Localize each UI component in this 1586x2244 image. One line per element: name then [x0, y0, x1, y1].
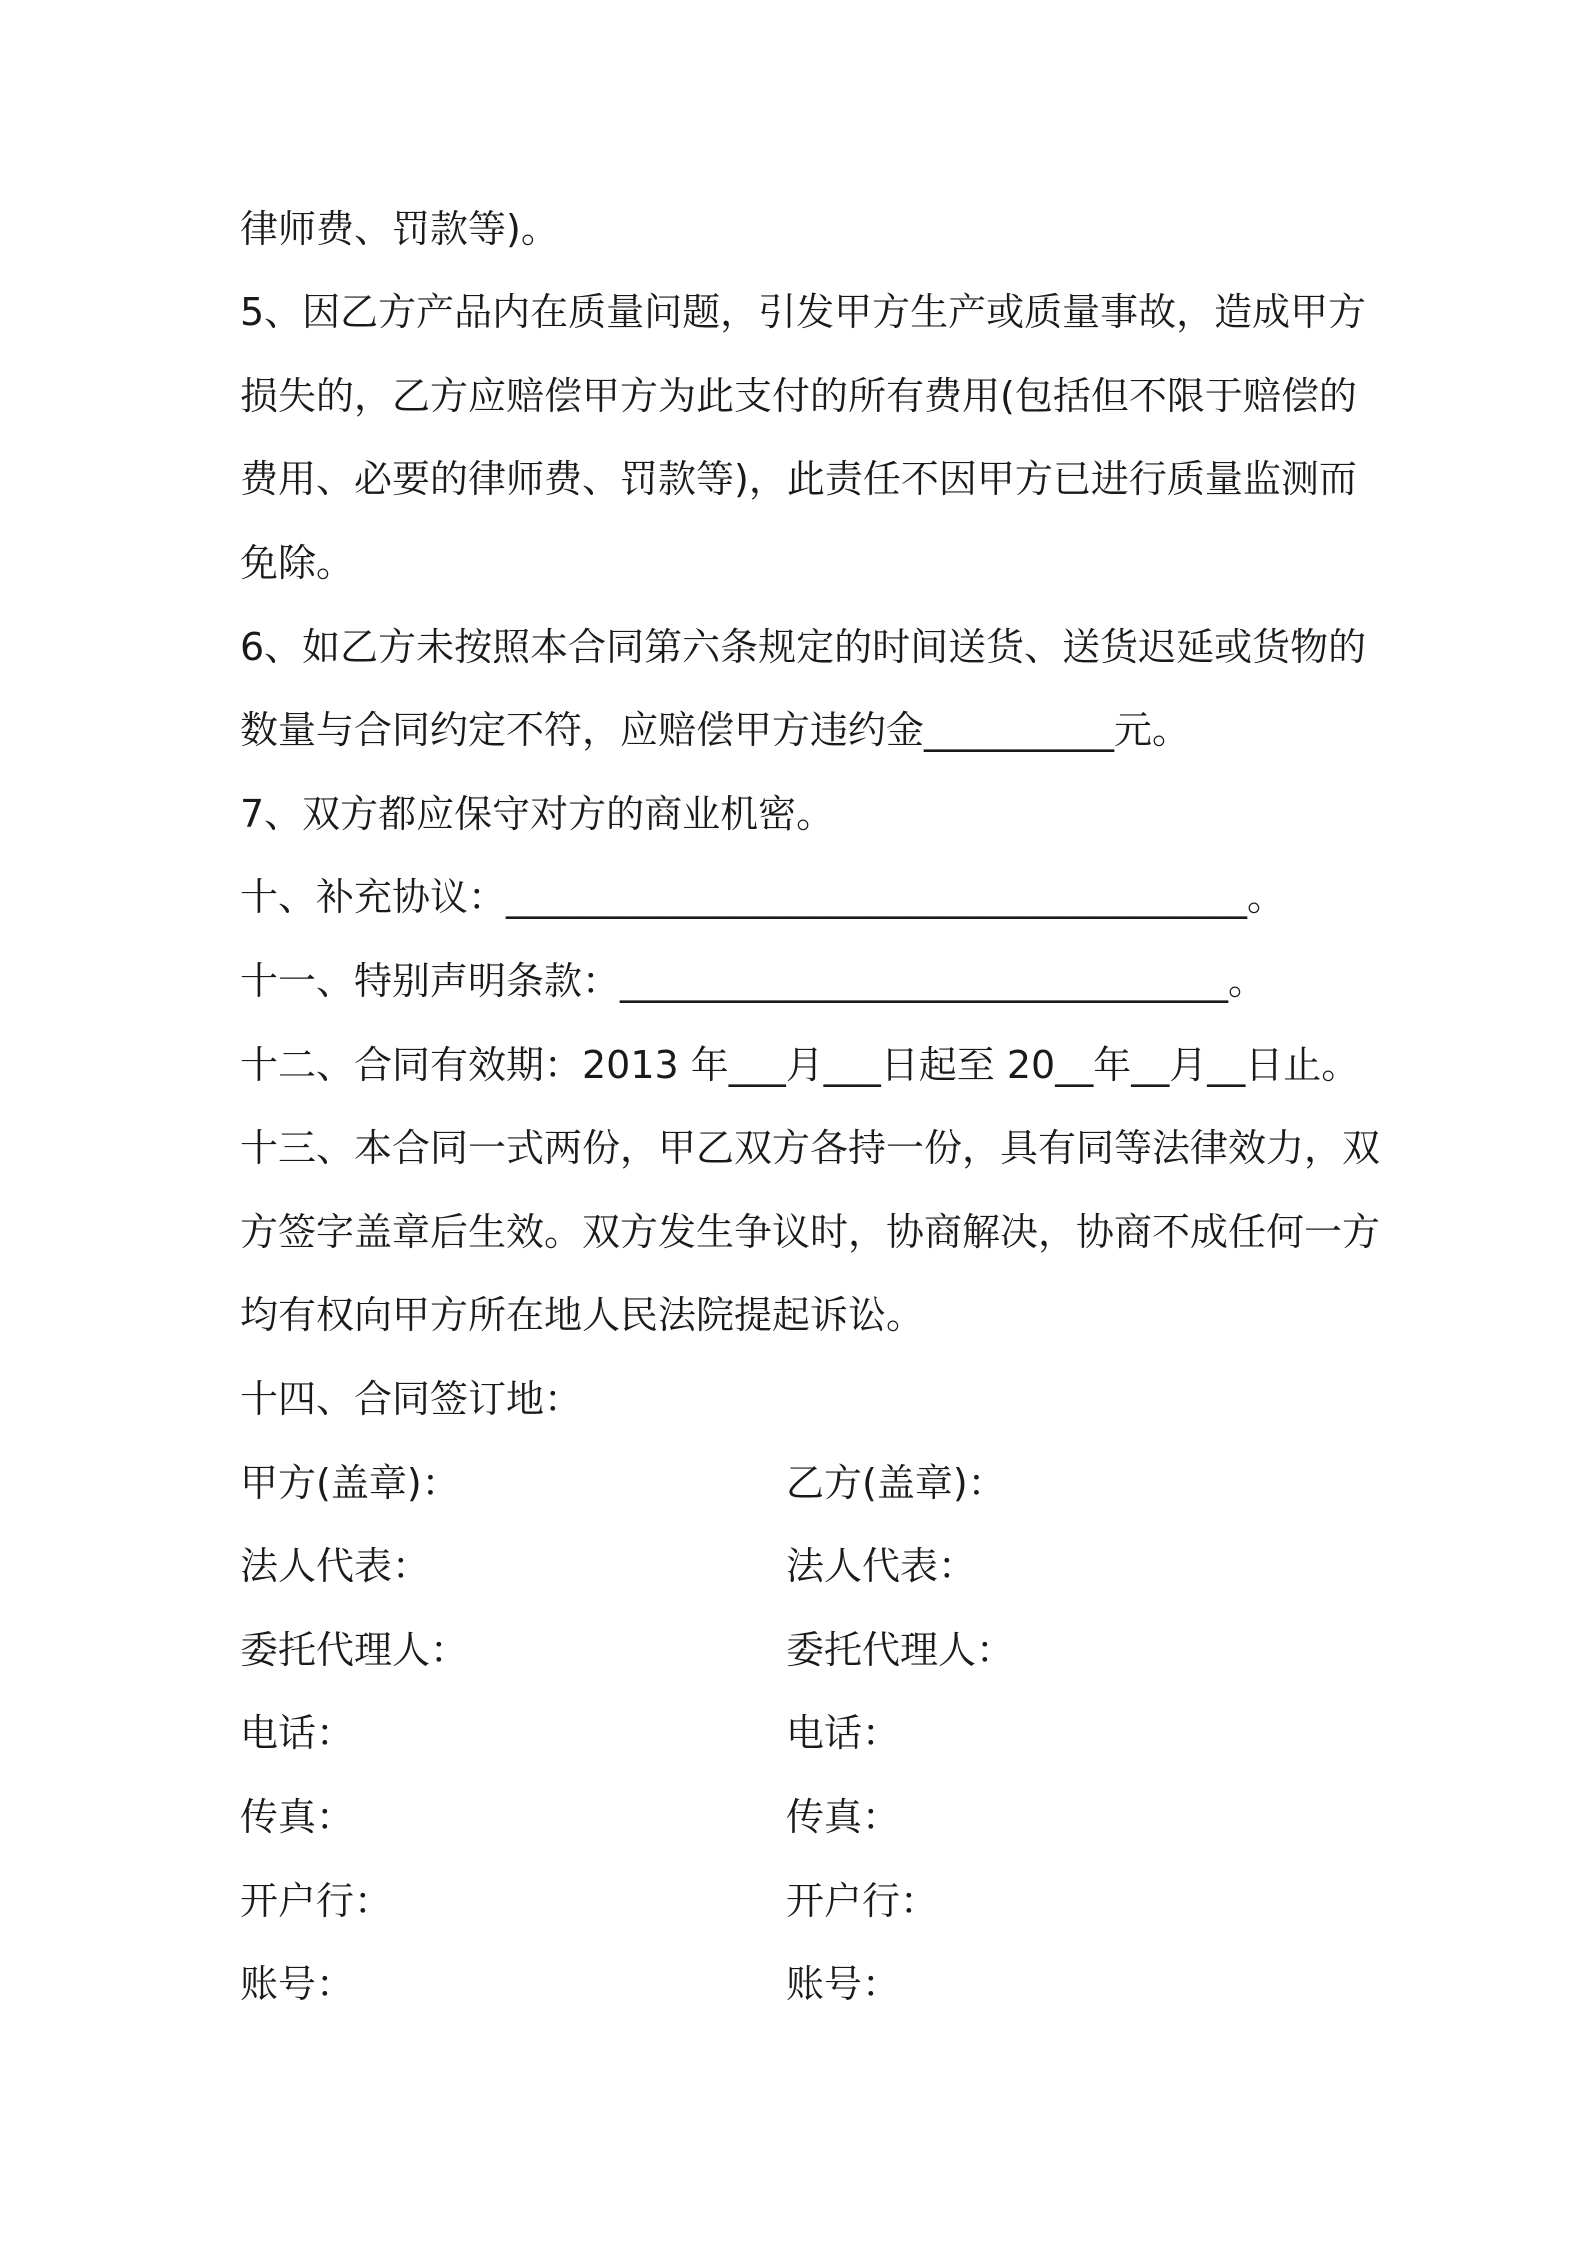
section-12-validity: 十二、合同有效期：2013 年___月___日起至 20__年__月__日止。: [240, 1043, 1360, 1087]
party-a-agent-label: 委托代理人：: [240, 1628, 469, 1672]
party-b-phone-label: 电话：: [786, 1711, 901, 1755]
clause-5-line-4: 免除。: [240, 541, 355, 585]
party-b-bank-label: 开户行：: [786, 1879, 939, 1923]
party-a-account-label: 账号：: [240, 1962, 355, 2006]
section-13-line-1: 十三、本合同一式两份，甲乙双方各持一份，具有同等法律效力，双: [240, 1126, 1381, 1170]
section-13-line-2: 方签字盖章后生效。双方发生争议时，协商解决，协商不成任何一方: [240, 1210, 1381, 1254]
section-10-supplementary: 十、补充协议：_______________________________________。: [240, 875, 1286, 919]
party-a-seal-label: 甲方(盖章)：: [240, 1461, 460, 1505]
party-b-account-label: 账号：: [786, 1962, 901, 2006]
party-a-phone-label: 电话：: [240, 1711, 355, 1755]
party-b-legal-rep-label: 法人代表：: [786, 1544, 977, 1588]
section-14-signing-place: 十四、合同签订地：: [240, 1377, 583, 1421]
clause-6-line-1: 6、如乙方未按照本合同第六条规定的时间送货、送货迟延或货物的: [240, 625, 1367, 669]
section-11-special-terms: 十一、特别声明条款：________________________________。: [240, 959, 1267, 1003]
clause-6-line-2: 数量与合同约定不符，应赔偿甲方违约金__________元。: [240, 708, 1191, 752]
party-b-fax-label: 传真：: [786, 1795, 901, 1839]
party-a-bank-label: 开户行：: [240, 1879, 393, 1923]
clause-5-line-2: 损失的，乙方应赔偿甲方为此支付的所有费用(包括但不限于赔偿的: [240, 374, 1357, 418]
clause-5-line-1: 5、因乙方产品内在质量问题，引发甲方生产或质量事故，造成甲方: [240, 290, 1367, 334]
party-b-seal-label: 乙方(盖章)：: [786, 1461, 1006, 1505]
party-b-agent-label: 委托代理人：: [786, 1628, 1015, 1672]
party-a-fax-label: 传真：: [240, 1795, 355, 1839]
clause-4-continuation: 律师费、罚款等)。: [240, 207, 559, 251]
party-a-legal-rep-label: 法人代表：: [240, 1544, 431, 1588]
clause-5-line-3: 费用、必要的律师费、罚款等)，此责任不因甲方已进行质量监测而: [240, 457, 1357, 501]
clause-7: 7、双方都应保守对方的商业机密。: [240, 792, 835, 836]
section-13-line-3: 均有权向甲方所在地人民法院提起诉讼。: [240, 1293, 925, 1337]
